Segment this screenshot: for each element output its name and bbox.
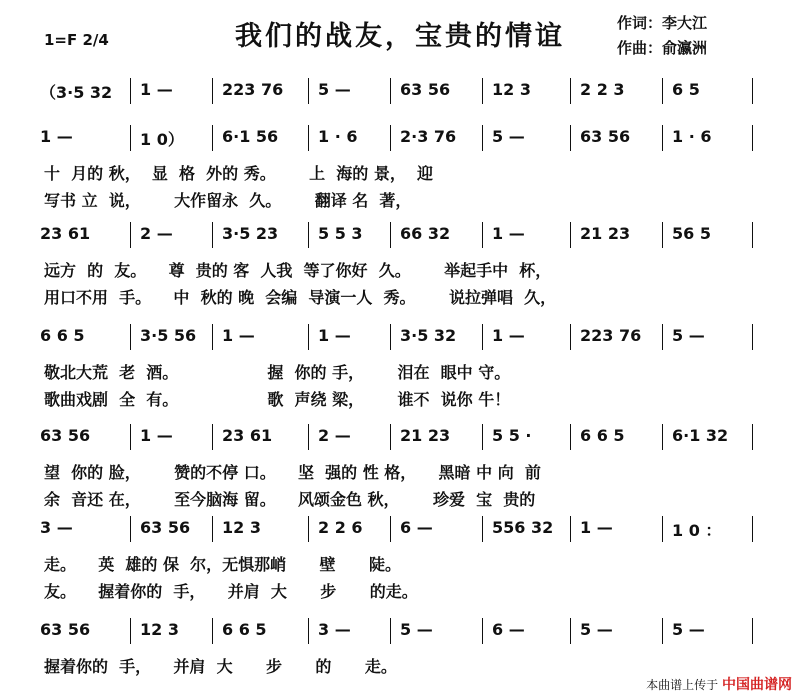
lyric-line: 友。 握着你的 手， 并肩 大 步 的走。 <box>44 582 418 601</box>
measure-notes: 6 6 5 <box>40 326 85 345</box>
barline <box>482 424 483 450</box>
measure-notes: 1 · 6 <box>318 127 358 146</box>
barline <box>752 424 753 450</box>
barline <box>482 618 483 644</box>
lyric-line: 握着你的 手， 并肩 大 步 的 走。 <box>44 657 397 676</box>
barline <box>308 424 309 450</box>
measure-notes: 3·5 32 <box>400 326 457 345</box>
barline <box>212 618 213 644</box>
measure-notes: 2 — <box>140 224 173 243</box>
site-brand: 中国曲谱网 <box>722 677 792 693</box>
barline <box>482 125 483 151</box>
measure-notes: 23 61 <box>222 426 273 445</box>
barline <box>308 324 309 350</box>
measure-notes: 23 61 <box>40 224 91 243</box>
barline <box>390 618 391 644</box>
measure-notes: 21 23 <box>400 426 451 445</box>
measure-notes: 1 0 ： <box>672 521 722 540</box>
lyricist-credit: 作词：李大江 <box>617 14 708 32</box>
measure-notes: 63 56 <box>40 426 91 445</box>
barline <box>482 324 483 350</box>
measure-notes: 1 — <box>492 326 525 345</box>
measure-notes: 63 56 <box>580 127 631 146</box>
measure-notes: 6 6 5 <box>222 620 267 639</box>
lyric-line: 敬北大荒 老 酒。 握 你的 手， 泪在 眼中 守。 <box>44 363 511 382</box>
barline <box>308 125 309 151</box>
barline <box>308 618 309 644</box>
barline <box>752 324 753 350</box>
barline <box>752 125 753 151</box>
barline <box>390 222 391 248</box>
barline <box>212 324 213 350</box>
barline <box>130 424 131 450</box>
barline <box>662 78 663 104</box>
barline <box>212 222 213 248</box>
measure-notes: 5 — <box>400 620 433 639</box>
measure-notes: 1 — <box>222 326 255 345</box>
measure-notes: 1 — <box>40 127 73 146</box>
measure-notes: 6·1 56 <box>222 127 279 146</box>
measure-notes: 5 — <box>672 326 705 345</box>
measure-notes: 12 3 <box>140 620 179 639</box>
barline <box>130 78 131 104</box>
composer-credit: 作曲：俞瀛洲 <box>617 39 708 57</box>
measure-notes: （3·5 32 <box>40 83 113 102</box>
measure-notes: 2 2 6 <box>318 518 363 537</box>
lyric-line: 十 月的 秋， 显 格 外的 秀。 上 海的 景， 迎 <box>44 164 433 183</box>
measure-notes: 2 2 3 <box>580 80 625 99</box>
measure-notes: 6·1 32 <box>672 426 729 445</box>
measure-notes: 3·5 23 <box>222 224 279 243</box>
barline <box>390 516 391 542</box>
lyric-line: 余 音还 在， 至今脑海 留。 风颂金色 秋， 珍爱 宝 贵的 <box>44 490 536 509</box>
lyric-line: 走。 英 雄的 保 尔，无惧那峭 壁 陡。 <box>44 555 401 574</box>
measure-notes: 223 76 <box>222 80 284 99</box>
lyric-line: 用口不用 手。 中 秋的 晚 会编 导演一人 秀。 说拉弹唱 久， <box>44 288 557 307</box>
measure-notes: 556 32 <box>492 518 554 537</box>
barline <box>130 516 131 542</box>
barline <box>570 424 571 450</box>
barline <box>662 424 663 450</box>
barline <box>752 222 753 248</box>
measure-notes: 63 56 <box>140 518 191 537</box>
barline <box>212 516 213 542</box>
measure-notes: 63 56 <box>40 620 91 639</box>
measure-notes: 6 5 <box>672 80 700 99</box>
barline <box>308 222 309 248</box>
measure-notes: 2 — <box>318 426 351 445</box>
lyric-line: 歌曲戏剧 全 有。 歌 声绕 梁， 谁不 说你 牛！ <box>44 390 511 409</box>
measure-notes: 1 — <box>492 224 525 243</box>
measure-notes: 3·5 56 <box>140 326 197 345</box>
barline <box>308 78 309 104</box>
measure-notes: 1 — <box>580 518 613 537</box>
measure-notes: 6 — <box>492 620 525 639</box>
measure-notes: 5 5 3 <box>318 224 363 243</box>
measure-notes: 5 5 · <box>492 426 532 445</box>
measure-notes: 63 56 <box>400 80 451 99</box>
measure-notes: 6 — <box>400 518 433 537</box>
lyric-line: 望 你的 脸， 赞的不停 口。 坚 强的 性 格， 黑暗 中 向 前 <box>44 463 541 482</box>
barline <box>482 78 483 104</box>
measure-notes: 66 32 <box>400 224 451 243</box>
barline <box>570 324 571 350</box>
barline <box>752 618 753 644</box>
barline <box>570 125 571 151</box>
lyric-line: 写书 立 说， 大作留永 久。 翻译 名 著， <box>44 191 412 210</box>
measure-notes: 5 — <box>580 620 613 639</box>
measure-notes: 1 — <box>140 80 173 99</box>
barline <box>570 78 571 104</box>
barline <box>570 516 571 542</box>
barline <box>662 222 663 248</box>
measure-notes: 1 · 6 <box>672 127 712 146</box>
measure-notes: 56 5 <box>672 224 711 243</box>
barline <box>390 324 391 350</box>
barline <box>752 78 753 104</box>
barline <box>130 618 131 644</box>
barline <box>662 516 663 542</box>
measure-notes: 2·3 76 <box>400 127 457 146</box>
measure-notes: 5 — <box>492 127 525 146</box>
measure-notes: 12 3 <box>222 518 261 537</box>
measure-notes: 1 0） <box>140 130 184 149</box>
measure-notes: 1 — <box>318 326 351 345</box>
measure-notes: 223 76 <box>580 326 642 345</box>
barline <box>662 324 663 350</box>
barline <box>482 516 483 542</box>
measure-notes: 1 — <box>140 426 173 445</box>
song-title: 我们的战友，宝贵的情谊 <box>235 21 565 52</box>
barline <box>662 125 663 151</box>
footer-credit <box>646 674 792 694</box>
measure-notes: 3 — <box>40 518 73 537</box>
barline <box>130 125 131 151</box>
barline <box>390 424 391 450</box>
measure-notes: 5 — <box>672 620 705 639</box>
barline <box>570 222 571 248</box>
barline <box>482 222 483 248</box>
barline <box>212 78 213 104</box>
barline <box>212 424 213 450</box>
barline <box>390 78 391 104</box>
upload-text: 本曲谱上传于 <box>646 678 719 692</box>
measure-notes: 6 6 5 <box>580 426 625 445</box>
barline <box>308 516 309 542</box>
barline <box>662 618 663 644</box>
measure-notes: 21 23 <box>580 224 631 243</box>
measure-notes: 5 — <box>318 80 351 99</box>
barline <box>212 125 213 151</box>
key-signature: 1=F 2/4 <box>44 31 109 49</box>
measure-notes: 12 3 <box>492 80 531 99</box>
barline <box>130 324 131 350</box>
barline <box>570 618 571 644</box>
measure-notes: 3 — <box>318 620 351 639</box>
barline <box>130 222 131 248</box>
lyric-line: 远方 的 友。 尊 贵的 客 人我 等了你好 久。 举起手中 杯， <box>44 261 552 280</box>
barline <box>752 516 753 542</box>
barline <box>390 125 391 151</box>
